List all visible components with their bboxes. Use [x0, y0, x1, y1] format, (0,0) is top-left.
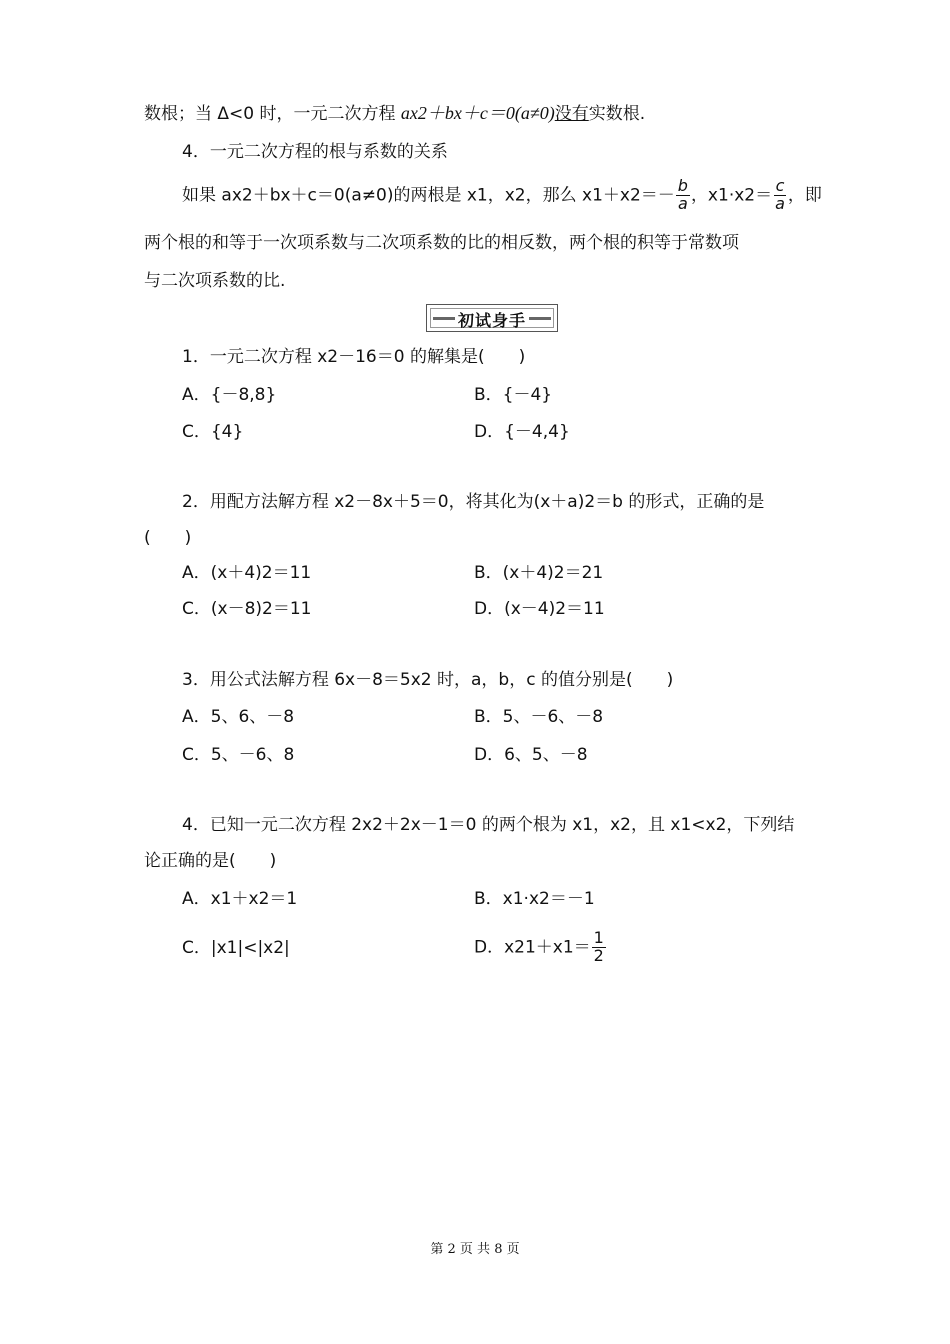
section-title-box [426, 304, 558, 332]
q4-d-frac-numerator: 1 [593, 928, 604, 947]
intro-underlined: 没有 [554, 104, 589, 124]
frac1-denominator: a [677, 193, 688, 213]
point4-line1-c: ，即 [787, 185, 822, 206]
intro-line [144, 103, 645, 125]
point4-line3: 与二次项系数的比. [144, 271, 286, 291]
q1-option-a: A．{－8,8} [182, 385, 277, 405]
q4-option-b: B．x1·x2＝－1 [474, 889, 595, 909]
q2-option-c: C．(x－8)2＝11 [182, 599, 312, 619]
point4-heading: 4．一元二次方程的根与系数的关系 [182, 142, 448, 162]
q1-stem: 1．一元二次方程 x2－16＝0 的解集是( ) [182, 347, 526, 367]
q3-stem: 3．用公式法解方程 6x－8＝5x2 时，a，b，c 的值分别是( ) [182, 670, 674, 690]
q4-option-d-lead: D．x21＋x1＝ [474, 937, 591, 958]
q1-option-d: D．{－4,4} [474, 422, 570, 442]
q2-stem-line1: 2．用配方法解方程 x2－8x＋5＝0，将其化为(x＋a)2＝b 的形式，正确的是 [182, 492, 765, 512]
frac1-numerator: b [677, 176, 688, 195]
point4-line1-b: ，x1·x2＝ [690, 185, 773, 206]
q1-option-b: B．{－4} [474, 385, 553, 405]
q3-option-a: A．5、6、－8 [182, 707, 295, 727]
point4-line2: 两个根的和等于一次项系数与二次项系数的比的相反数，两个根的积等于常数项 [144, 233, 739, 253]
q3-option-b: B．5、－6、－8 [474, 707, 604, 727]
point4-line1 [182, 178, 822, 213]
frac2-denominator: a [775, 193, 785, 213]
fraction-one-half [592, 930, 606, 965]
q3-option-d: D．6、5、－8 [474, 745, 588, 765]
fraction-c-over-a [773, 178, 787, 213]
q2-option-d: D．(x－4)2＝11 [474, 599, 605, 619]
point4-line1-a: 如果 ax2＋bx＋c＝0(a≠0)的两根是 x1，x2，那么 x1＋x2＝－ [182, 185, 675, 206]
page-footer: 第 2 页 共 8 页 [430, 1242, 520, 1257]
fraction-b-over-a [676, 178, 690, 213]
frac2-numerator: c [775, 176, 785, 195]
q2-stem-line2: ( ) [144, 528, 192, 548]
intro-lead: 数根；当 Δ<0 时，一元二次方程 [144, 104, 401, 124]
intro-tail: 实数根. [588, 104, 646, 124]
q3-option-c: C．5、－6、8 [182, 745, 295, 765]
q2-option-b: B．(x＋4)2＝21 [474, 563, 604, 583]
q4-d-frac-denominator: 2 [593, 945, 604, 965]
section-title: 初试身手 [457, 311, 526, 330]
q4-option-c: C．|x1|<|x2| [182, 938, 290, 958]
intro-equation: ax2＋bx＋c＝0(a≠0) [400, 103, 555, 123]
q4-option-d [474, 930, 607, 965]
q2-option-a: A．(x＋4)2＝11 [182, 563, 312, 583]
q1-option-c: C．{4} [182, 422, 244, 442]
q4-stem-line1: 4．已知一元二次方程 2x2＋2x－1＝0 的两个根为 x1，x2，且 x1<x2，下列结 [182, 815, 795, 835]
q4-option-a: A．x1＋x2＝1 [182, 889, 298, 909]
q4-stem-line2: 论正确的是( ) [144, 851, 277, 871]
